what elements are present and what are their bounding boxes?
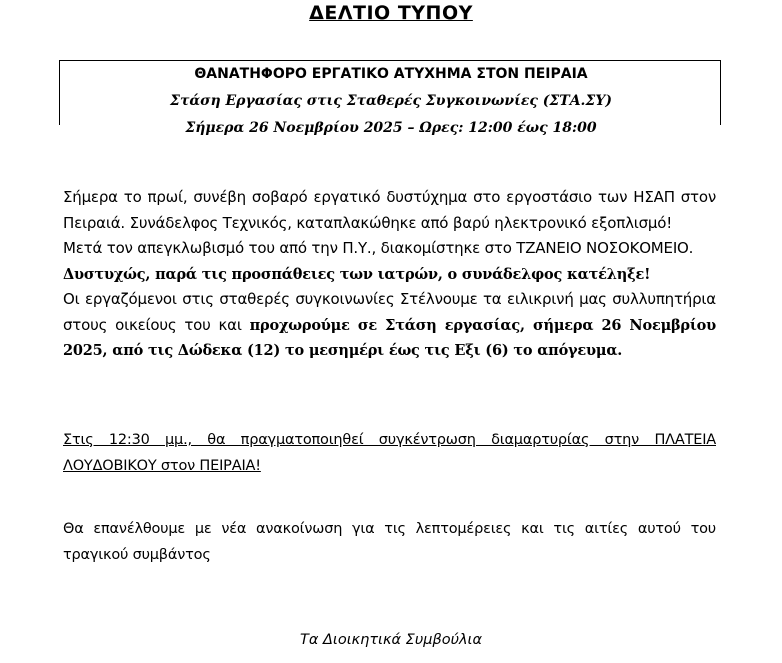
text-line: Στις 12:30 μμ., θα πραγματοποιηθεί συγκέντρωση διαμαρτυρίας στην ΠΛΑΤΕΙΑ: [63, 432, 716, 448]
text-line: Οι εργαζόμενοι στις σταθερές συγκοινωνίες Στέλνουμε τα ειλικρινή μας συλλυπητήρια: [63, 290, 716, 308]
headline-strike: Στάση Εργασίας στις Σταθερές Συγκοινωνίες (ΣΤΑ.ΣΥ): [170, 93, 612, 109]
text-line: Μετά τον απεγκλωβισμό του από την Π.Υ., διακομίστηκε στο ΤΖΑΝΕΙΟ ΝΟΣΟΚΟΜΕΙΟ.: [63, 239, 694, 257]
text-bold: προχωρούμε σε Στάση εργασίας, σήμερα 26 Νοεμβρίου: [249, 316, 716, 334]
text-line: Θα επανέλθουμε με νέα ανακοίνωση για τις λεπτομέρειες και τις αιτίες αυτού του: [63, 521, 716, 537]
text-line: Πειραιά. Συνάδελφος Τεχνικός, καταπλακώθηκε από βαρύ ηλεκτρονικό εξοπλισμό!: [63, 213, 673, 232]
text-line-bold: Δυστυχώς, παρά τις προσπάθειες των ιατρών, ο συνάδελφος κατέληξε!: [63, 265, 651, 283]
signature: Τα Διοικητικά Συμβούλια: [299, 632, 483, 648]
document-title: ΔΕΛΤΙΟ ΤΥΠΟΥ: [309, 2, 473, 24]
paragraph-followup: [63, 517, 716, 568]
text-line: Σήμερα το πρωί, συνέβη σοβαρό εργατικό δυστύχημα στο εργοστάσιο των ΗΣΑΠ στον: [63, 188, 716, 206]
text-line: τραγικού συμβάντος: [63, 546, 211, 563]
headline-accident: ΘΑΝΑΤΗΦΟΡΟ ΕΡΓΑΤΙΚΟ ΑΤΥΧΗΜΑ ΣΤΟΝ ΠΕΙΡΑΙΑ: [194, 66, 588, 82]
paragraph-rally: [63, 428, 716, 479]
text-normal: στους οικείους του και: [63, 315, 242, 334]
text-line-mixed: [63, 313, 716, 339]
text-line-bold: 2025, από τις Δώδεκα (12) το μεσημέρι έως τις Εξι (6) το απόγευμα.: [63, 342, 623, 359]
paragraph-incident: [63, 185, 716, 364]
text-line: ΛΟΥΔΟΒΙΚΟΥ στον ΠΕΙΡΑΙΑ!: [63, 457, 261, 474]
headline-date-time: Σήμερα 26 Νοεμβρίου 2025 – Ωρες: 12:00 έως 18:00: [185, 120, 597, 136]
